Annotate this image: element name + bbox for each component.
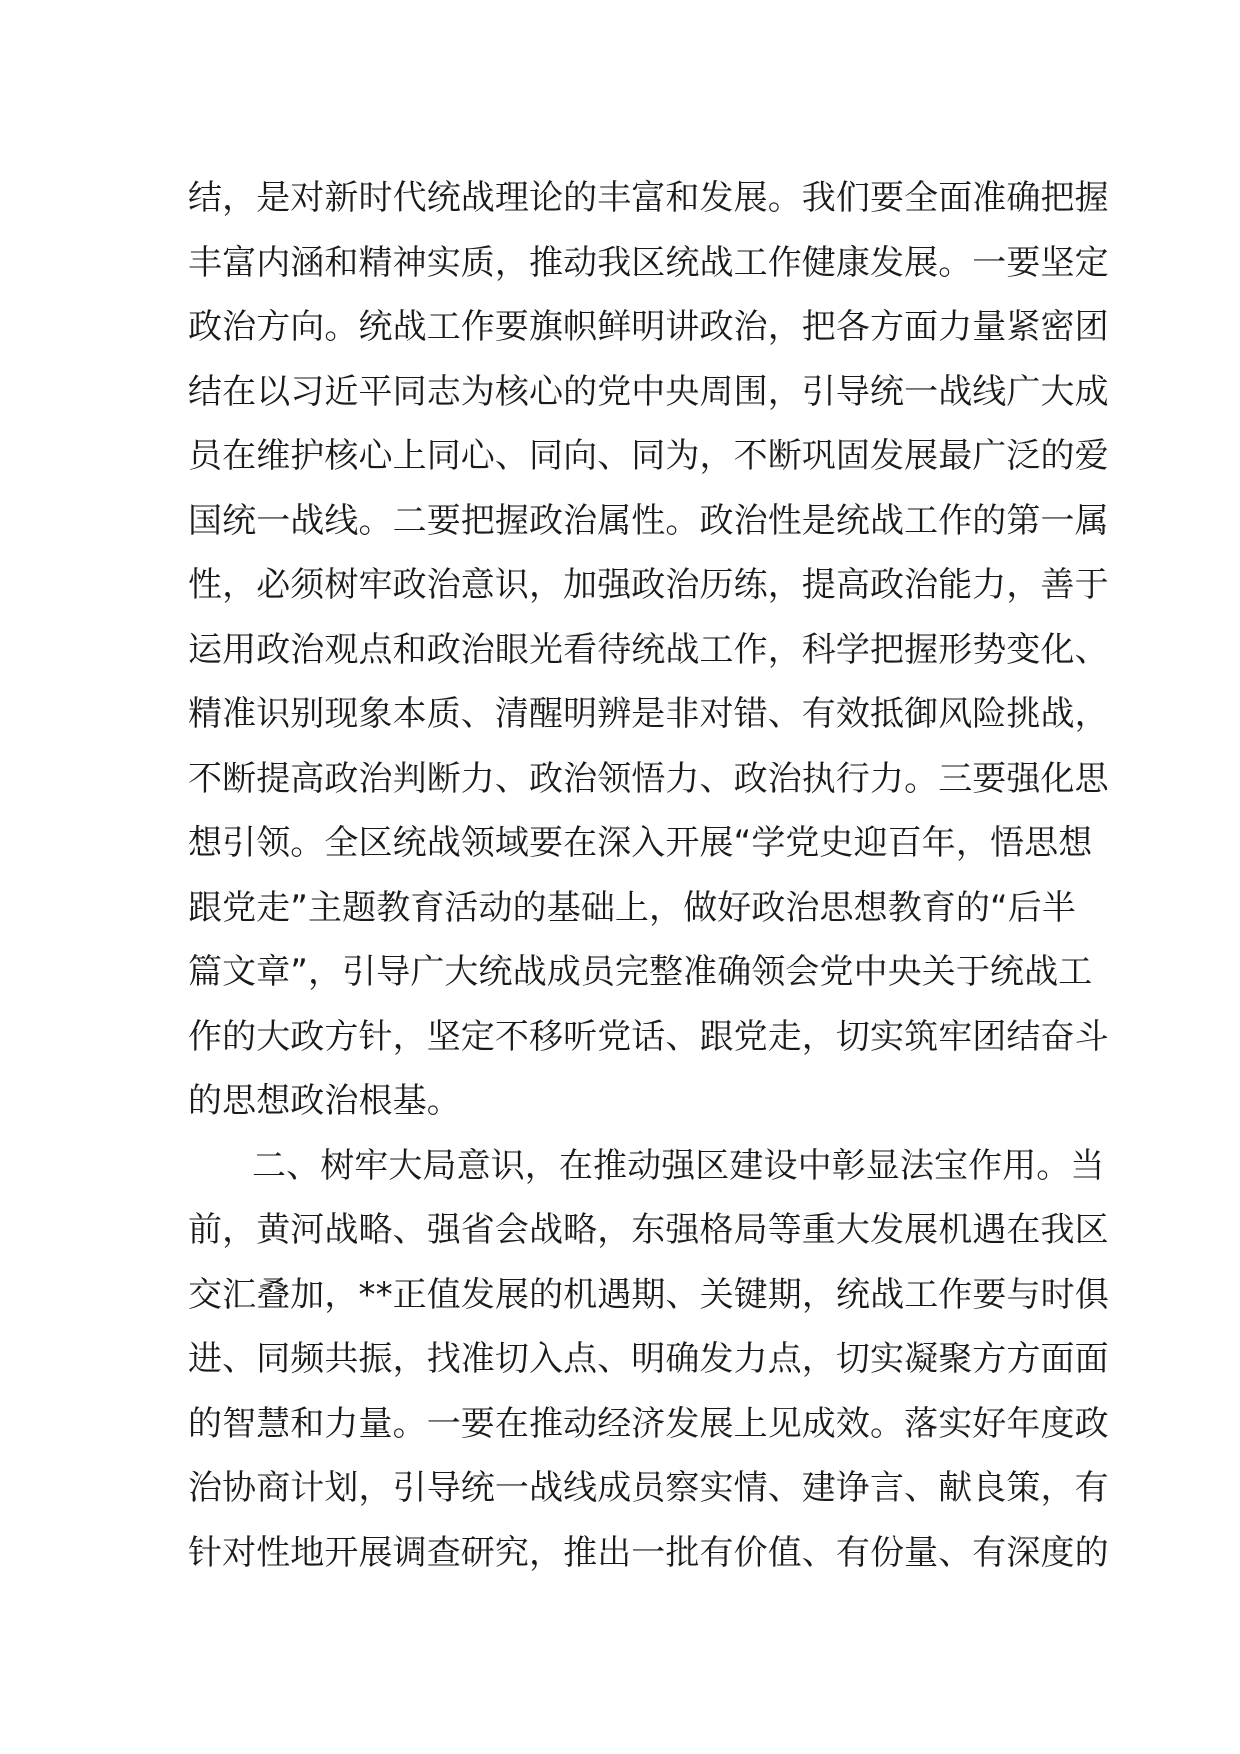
paragraph-start-line: 二、树牢大局意识，在推动强区建设中彰显法宝作用。当	[252, 1145, 1105, 1186]
text-line: 不断提高政治判断力、政治领悟力、政治执行力。三要强化思	[188, 758, 1109, 799]
text-line: 跟党走”主题教育活动的基础上，做好政治思想教育的“后半	[188, 887, 1076, 928]
text-line: 的思想政治根基。	[188, 1081, 461, 1121]
text-line: 政治方向。统战工作要旗帜鲜明讲政治，把各方面力量紧密团	[188, 307, 1109, 347]
text-line: 结在以习近平同志为核心的党中央周围，引导统一战线广大成	[188, 371, 1109, 412]
text-line: 交汇叠加，**正值发展的机遇期、关键期，统战工作要与时俱	[188, 1274, 1109, 1315]
text-line: 精准识别现象本质、清醒明辨是非对错、有效抵御风险挑战，	[188, 694, 1109, 734]
text-line: 想引领。全区统战领域要在深入开展“学党史迎百年，悟思想	[188, 823, 1093, 863]
text-line: 治协商计划，引导统一战线成员察实情、建诤言、献良策，有	[188, 1468, 1109, 1508]
text-line: 丰富内涵和精神实质，推动我区统战工作健康发展。一要坚定	[188, 242, 1109, 283]
text-line: 员在维护核心上同心、同向、同为，不断巩固发展最广泛的爱	[188, 436, 1109, 476]
text-line: 针对性地开展调查研究，推出一批有价值、有份量、有深度的	[188, 1532, 1109, 1573]
text-line: 进、同频共振，找准切入点、明确发力点，切实凝聚方方面面	[188, 1339, 1109, 1379]
text-line: 作的大政方针，坚定不移听党话、跟党走，切实筑牢团结奋斗	[188, 1016, 1109, 1057]
text-line: 性，必须树牢政治意识，加强政治历练，提高政治能力，善于	[188, 565, 1109, 605]
text-line: 运用政治观点和政治眼光看待统战工作，科学把握形势变化、	[188, 629, 1109, 670]
text-line: 前，黄河战略、强省会战略，东强格局等重大发展机遇在我区	[188, 1210, 1109, 1250]
text-line: 结，是对新时代统战理论的丰富和发展。我们要全面准确把握	[188, 178, 1109, 218]
text-line: 国统一战线。二要把握政治属性。政治性是统战工作的第一属	[188, 500, 1109, 541]
text-line: 的智慧和力量。一要在推动经济发展上见成效。落实好年度政	[188, 1403, 1109, 1444]
text-line: 篇文章”，引导广大统战成员完整准确领会党中央关于统战工	[188, 952, 1093, 992]
body-text	[188, 166, 1109, 1585]
